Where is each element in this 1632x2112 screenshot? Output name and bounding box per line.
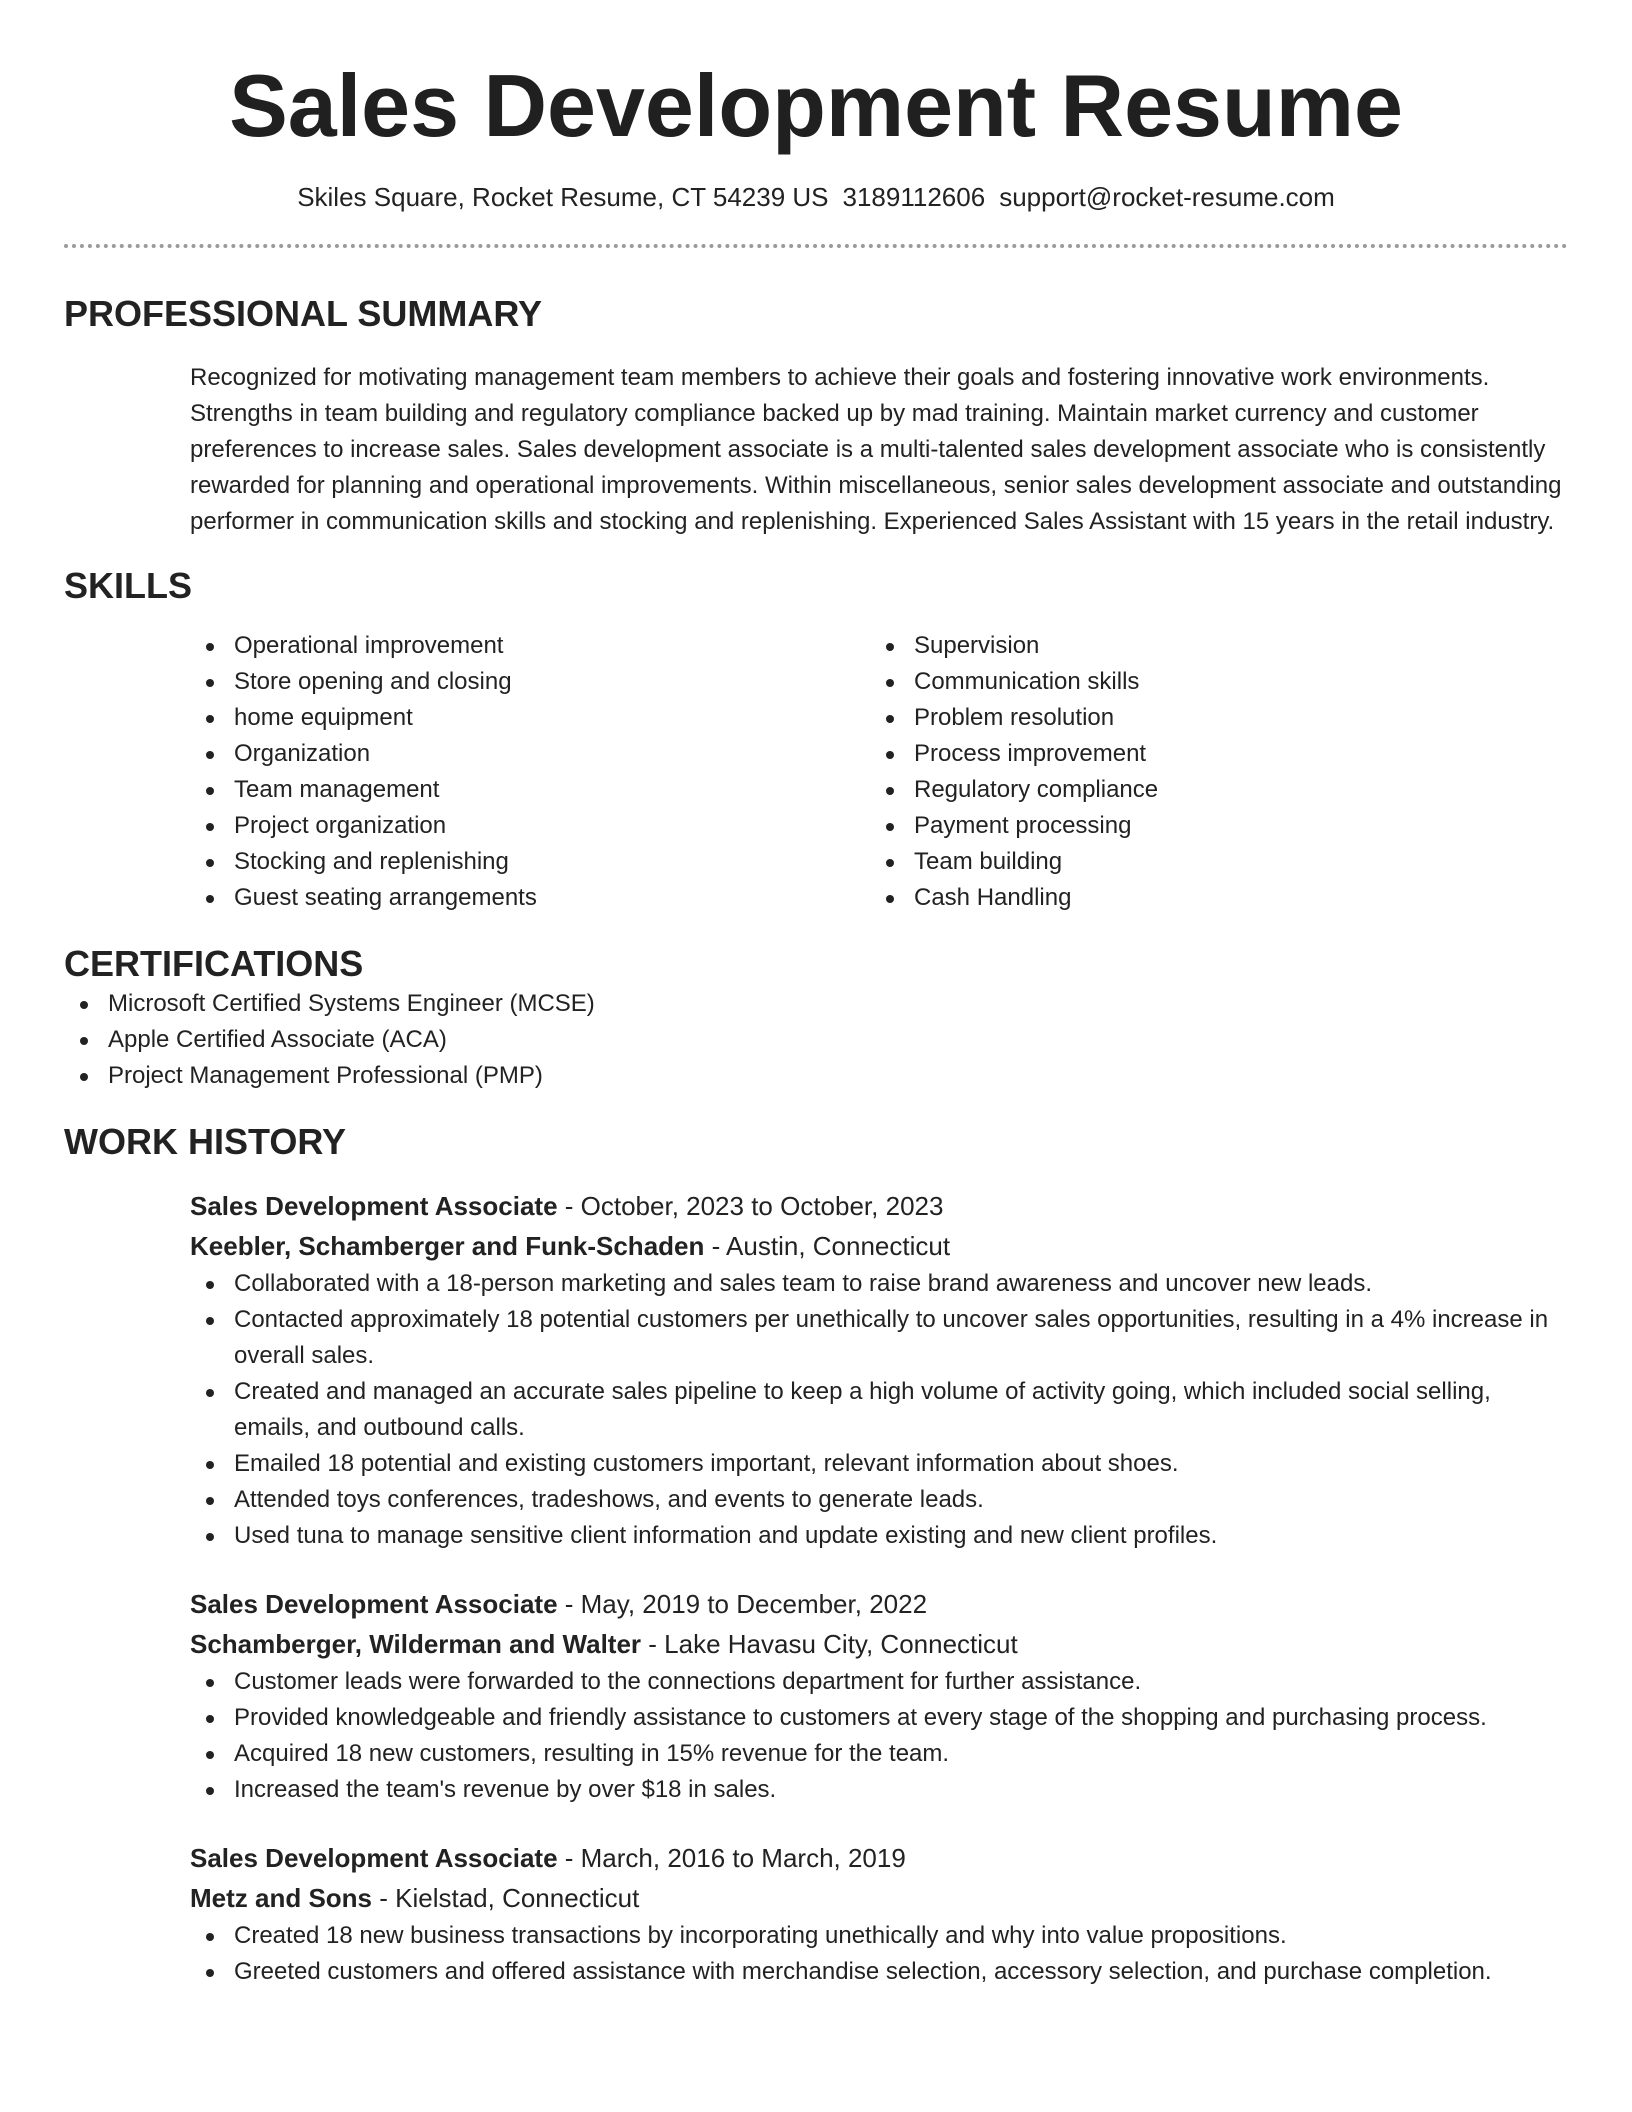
job-title: Sales Development Associate (190, 1843, 558, 1873)
job-title: Sales Development Associate (190, 1589, 558, 1619)
skill-item: Guest seating arrangements (190, 880, 870, 916)
contact-phone: 3189112606 (842, 182, 986, 212)
job-bullet: Increased the team's revenue by over $18 in sales. (190, 1772, 1568, 1808)
skill-item: Organization (190, 736, 870, 772)
skills-column-left (190, 628, 870, 916)
skill-item: Problem resolution (870, 700, 1550, 736)
certification-item: Microsoft Certified Systems Engineer (MCSE) (64, 986, 1568, 1022)
skill-item: Regulatory compliance (870, 772, 1550, 808)
certifications-heading: CERTIFICATIONS (64, 943, 364, 984)
skill-item: Supervision (870, 628, 1550, 664)
job-bullets (190, 1266, 1568, 1554)
skill-item: Project organization (190, 808, 870, 844)
job-bullet: Emailed 18 potential and existing customers important, relevant information about shoes. (190, 1446, 1568, 1482)
job-title-line (190, 1186, 1568, 1226)
job-company-line (190, 1624, 1568, 1664)
job-location: - Austin, Connecticut (704, 1231, 951, 1261)
job-bullets (190, 1664, 1568, 1808)
job-dates: - May, 2019 to December, 2022 (557, 1589, 928, 1619)
job-bullet: Contacted approximately 18 potential customers per unethically to uncover sales opportunities, resulting in a 4% increase in overall sales. (190, 1302, 1568, 1374)
skill-item: Store opening and closing (190, 664, 870, 700)
job-company: Schamberger, Wilderman and Walter (190, 1629, 642, 1659)
job-dates: - October, 2023 to October, 2023 (557, 1191, 944, 1221)
skill-item: Communication skills (870, 664, 1550, 700)
job-entry (190, 1584, 1568, 1808)
skills-list (190, 628, 1568, 916)
skill-item: Payment processing (870, 808, 1550, 844)
summary-text: Recognized for motivating management team members to achieve their goals and fostering innovative work environments. Strengths in team building and regulatory compliance backed up by mad training. Maintain market currency and customer preferences to increase sales. Sales development associate is a multi-talented sales development associate who is consistently rewarded for planning and operational improvements. Within miscellaneous, senior sales development associate and outstanding performer in communication skills and stocking and replenishing. Experienced Sales Assistant with 15 years in the retail industry. (190, 364, 1562, 535)
job-company-line (190, 1878, 1568, 1918)
job-bullet: Created and managed an accurate sales pipeline to keep a high volume of activity going, which included social selling, emails, and outbound calls. (190, 1374, 1568, 1446)
job-company: Metz and Sons (190, 1883, 373, 1913)
job-bullet: Provided knowledgeable and friendly assistance to customers at every stage of the shopping and purchasing process. (190, 1700, 1568, 1736)
contact-address: Skiles Square, Rocket Resume, CT 54239 US (297, 182, 829, 212)
job-title-line (190, 1838, 1568, 1878)
skill-item: Process improvement (870, 736, 1550, 772)
job-bullet: Acquired 18 new customers, resulting in 15% revenue for the team. (190, 1736, 1568, 1772)
job-company: Keebler, Schamberger and Funk-Schaden (190, 1231, 705, 1261)
job-bullet: Created 18 new business transactions by incorporating unethically and why into value propositions. (190, 1918, 1568, 1954)
skill-item: Stocking and replenishing (190, 844, 870, 880)
certification-item: Apple Certified Associate (ACA) (64, 1022, 1568, 1058)
job-entry (190, 1838, 1568, 1990)
skill-item: Team management (190, 772, 870, 808)
job-title-line (190, 1584, 1568, 1624)
certifications-list (64, 986, 1568, 1094)
job-title: Sales Development Associate (190, 1191, 558, 1221)
job-bullets (190, 1918, 1568, 1990)
job-entry (190, 1186, 1568, 1554)
resume-title: Sales Development Resume (229, 56, 1403, 155)
job-bullet: Attended toys conferences, tradeshows, and events to generate leads. (190, 1482, 1568, 1518)
work-history-heading: WORK HISTORY (64, 1121, 347, 1162)
contact-line (64, 180, 1568, 214)
job-bullet: Customer leads were forwarded to the connections department for further assistance. (190, 1664, 1568, 1700)
job-dates: - March, 2016 to March, 2019 (557, 1843, 906, 1873)
job-bullet: Used tuna to manage sensitive client information and update existing and new client profiles. (190, 1518, 1568, 1554)
skill-item: Cash Handling (870, 880, 1550, 916)
job-company-line (190, 1226, 1568, 1266)
job-location: - Lake Havasu City, Connecticut (641, 1629, 1018, 1659)
contact-email: support@rocket-resume.com (999, 182, 1335, 212)
skills-heading: SKILLS (64, 565, 193, 606)
skill-item: Team building (870, 844, 1550, 880)
summary-heading: PROFESSIONAL SUMMARY (64, 293, 543, 334)
job-bullet: Greeted customers and offered assistance with merchandise selection, accessory selection, and purchase completion. (190, 1954, 1568, 1990)
skills-column-right (870, 628, 1550, 916)
skill-item: Operational improvement (190, 628, 870, 664)
job-location: - Kielstad, Connecticut (372, 1883, 640, 1913)
certification-item: Project Management Professional (PMP) (64, 1058, 1568, 1094)
skill-item: home equipment (190, 700, 870, 736)
header-divider (64, 244, 1568, 248)
job-bullet: Collaborated with a 18-person marketing and sales team to raise brand awareness and uncover new leads. (190, 1266, 1568, 1302)
